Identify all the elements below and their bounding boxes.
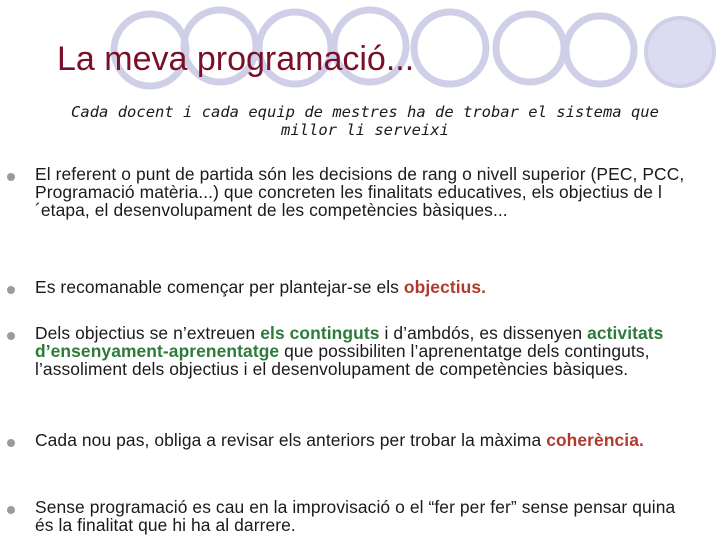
text-span: Dels objectius se n’extreuen — [35, 323, 261, 343]
bullet-text — [35, 278, 695, 296]
bullet-text — [35, 165, 695, 219]
text-span: i d’ambdós, es dissenyen — [379, 323, 588, 343]
filled-circle — [646, 18, 714, 86]
highlight-coherencia: coherència. — [546, 430, 644, 450]
bullet-icon — [7, 506, 15, 514]
text-span: Sense programació es cau en la improvisació o el “fer per fer” sense pensar quina és la finalitat que hi ha al darrere. — [35, 497, 676, 535]
bullet-icon — [7, 439, 15, 447]
ring — [566, 16, 634, 84]
text-span: El referent o punt de partida són les decisions de rang o nivell superior (PEC, PCC, Programació matèria...) que concreten les finalitats educatives, els objectius de l´etapa, el desenvolupament de les competències bàsiques... — [35, 164, 685, 220]
bullet-icon — [7, 173, 15, 181]
subtitle-line: Cada docent i cada equip de mestres ha de trobar el sistema que — [71, 103, 659, 121]
text-span: Es recomanable començar per plantejar-se els — [35, 277, 404, 297]
highlight-activitats: activitats d’ensenyament-aprenentatge — [35, 323, 664, 361]
text-span: que possibiliten l’aprenentatge dels continguts, l’assoliment dels objectius i el desenvolupament de competències bàsiques. — [35, 341, 650, 379]
slide-title: La meva programació... — [57, 40, 415, 78]
text-span: Cada nou pas, obliga a revisar els anteriors per trobar la màxima — [35, 430, 547, 450]
bullet-text — [35, 431, 695, 449]
bullet-text — [35, 324, 695, 378]
subtitle-line: millor li serveixi — [281, 121, 449, 139]
bullet-icon — [7, 332, 15, 340]
ring — [414, 12, 486, 84]
bullet-icon — [7, 286, 15, 294]
highlight-objectius: objectius. — [403, 277, 487, 297]
ring — [496, 14, 564, 82]
slide-subtitle — [25, 103, 705, 139]
highlight-continguts: els continguts — [260, 323, 380, 343]
bullet-text — [35, 498, 695, 534]
